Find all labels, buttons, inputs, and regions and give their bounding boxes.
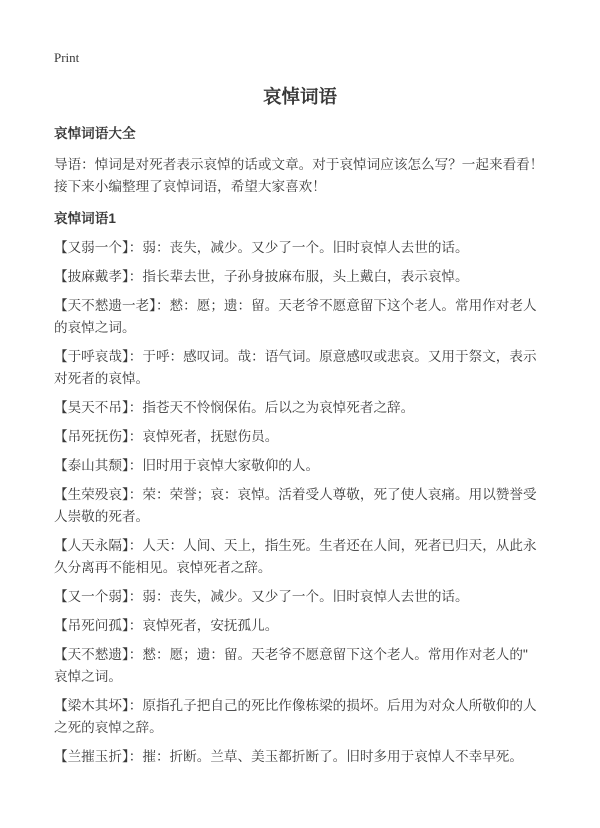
- entry-line: 对死者的哀悼。: [54, 371, 150, 386]
- entry-paragraph: [54, 644, 546, 688]
- entry-line: 【披麻戴孝】：指长辈去世，子孙身披麻布服，头上戴白，表示哀悼。: [54, 269, 469, 284]
- entry-line: 之死的哀悼之辞。: [54, 720, 163, 735]
- entry-line: 【人天永隔】：人天：人间、天上，指生死。生者还在人间，死者已归天，从此永: [54, 538, 537, 553]
- entry-line: 久分离再不能相见。哀悼死者之辞。: [54, 560, 272, 575]
- entry-list: [54, 237, 546, 768]
- entry-line: 【吊死抚伤】：哀悼死者，抚慰伤员。: [54, 429, 279, 444]
- entry-paragraph: [54, 535, 546, 579]
- entry-paragraph: [54, 295, 546, 339]
- entry-paragraph: [54, 426, 546, 448]
- entry-line: 的哀悼之词。: [54, 320, 136, 335]
- entry-line: 【昊天不吊】：指苍天不怜悯保佑。后以之为哀悼死者之辞。: [54, 400, 415, 415]
- entry-line: 【天不憖遗】：憖：愿；遗：留。天老爷不愿意留下这个老人。常用作对老人的": [54, 647, 528, 662]
- intro-paragraph: [54, 154, 546, 198]
- entry-line: 【生荣殁哀】：荣：荣誉；哀：哀悼。活着受人尊敬，死了使人哀痛。用以赞誉受: [54, 487, 537, 502]
- entry-paragraph: [54, 586, 546, 608]
- subtitle: 哀悼词语大全: [54, 126, 136, 141]
- entry-line: 【天不憖遗一老】：憖：愿；遗：留。天老爷不愿意留下这个老人。常用作对老人: [54, 298, 537, 313]
- entry-paragraph: [54, 615, 546, 637]
- entry-line: 【又弱一个】：弱：丧失，减少。又少了一个。旧时哀悼人去世的话。: [54, 240, 469, 255]
- entry-line: 【泰山其颓】：旧时用于哀悼大家敬仰的人。: [54, 458, 320, 473]
- entry-line: 【梁木其坏】：原指孔子把自己的死比作像栋梁的损坏。后用为对众人所敬仰的人: [54, 698, 537, 713]
- section-heading: 哀悼词语1: [54, 211, 116, 226]
- entry-paragraph: [54, 237, 546, 259]
- entry-paragraph: [54, 346, 546, 390]
- entry-paragraph: [54, 455, 546, 477]
- entry-paragraph: [54, 484, 546, 528]
- entry-paragraph: [54, 746, 546, 768]
- entry-line: 【又一个弱】：弱：丧失，减少。又少了一个。旧时哀悼人去世的话。: [54, 589, 469, 604]
- entry-line: 哀悼之词。: [54, 669, 122, 684]
- entry-line: 【兰摧玉折】：摧：折断。兰草、美玉都折断了。旧时多用于哀悼人不幸早死。: [54, 749, 523, 764]
- intro-line: 导语：悼词是对死者表示哀悼的话或文章。对于哀悼词应该怎么写？一起来看看！: [54, 157, 544, 172]
- entry-paragraph: [54, 695, 546, 739]
- entry-line: 【吊死问孤】：哀悼死者，安抚孤儿。: [54, 618, 279, 633]
- page-title: 哀悼词语: [262, 86, 337, 107]
- entry-paragraph: [54, 397, 546, 419]
- entry-line: 【于呼哀哉】：于呼：感叹词。哉：语气词。原意感叹或悲哀。又用于祭文，表示: [54, 349, 537, 364]
- entry-line: 人崇敬的死者。: [54, 509, 150, 524]
- print-link[interactable]: Print: [54, 50, 80, 65]
- entry-paragraph: [54, 266, 546, 288]
- intro-line: 接下来小编整理了哀悼词语，希望大家喜欢！: [54, 179, 326, 194]
